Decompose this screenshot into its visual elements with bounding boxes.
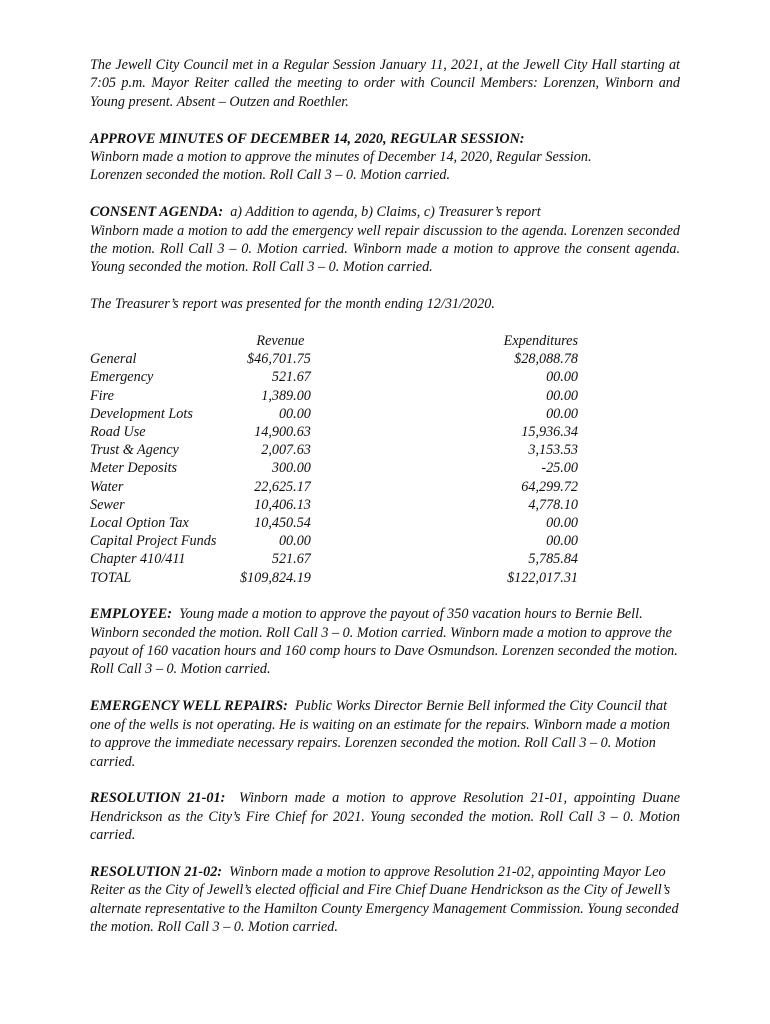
consent-section <box>90 203 680 277</box>
consent-heading-rest: a) Addition to agenda, b) Claims, c) Treasurer’s report <box>230 204 541 221</box>
fund-name: Emergency <box>90 369 154 386</box>
fund-name: Fire <box>90 387 114 404</box>
fund-expenditures: 00.00 <box>546 387 578 404</box>
fund-name: Road Use <box>90 424 146 441</box>
table-row <box>90 550 578 568</box>
minutes-line-2: Lorenzen seconded the motion. Roll Call 3 – 0. Motion carried. <box>90 167 451 184</box>
treasurer-table-header-row <box>90 332 578 350</box>
intro-paragraph: The Jewell City Council met in a Regular Session January 11, 2021, at the Jewell City Hall starting at 7:05 p.m. Mayor Reiter called the meeting to order with Council Members: Lorenzen, Winborn and Young present. Absent – Outzen and Roethler. <box>90 57 680 110</box>
consent-heading-line <box>90 203 680 221</box>
fund-name: Local Option Tax <box>90 515 189 532</box>
fund-expenditures: 15,936.34 <box>521 424 578 441</box>
fund-revenue: 14,900.63 <box>254 424 311 441</box>
employee-body: Young made a motion to approve the payout of 350 vacation hours to Bernie Bell. Winborn seconded the motion. Roll Call 3 – 0. Motion carried. Winborn made a motion to approve the payout of 160 vacation hours and 160 comp hours to Dave Osmundson. Lorenzen seconded the motion. Roll Call 3 – 0. Motion carried. <box>90 606 678 678</box>
fund-expenditures: 00.00 <box>546 405 578 422</box>
revenue-column-header: Revenue <box>256 333 305 350</box>
table-row <box>90 514 578 532</box>
fund-expenditures: $122,017.31 <box>507 569 578 586</box>
well-body: Public Works Director Bernie Bell informed the City Council that one of the wells is not operating. He is waiting on an estimate for the repairs. Winborn made a motion to approve the immediate necessary repairs. Lorenzen seconded the motion. Roll Call 3 – 0. Motion carried. <box>90 698 670 770</box>
fund-revenue: 521.67 <box>271 369 311 386</box>
expenditures-column-header: Expenditures <box>503 333 578 350</box>
employee-heading: EMPLOYEE: <box>90 606 172 623</box>
resolution-21-02-body: Winborn made a motion to approve Resolution 21-02, appointing Mayor Leo Reiter as the City of Jewell’s elected official and Fire Chief Duane Hendrickson as the City of Jewell’s alternate representative to the Hamilton County Emergency Management Commission. Young seconded the motion. Roll Call 3 – 0. Motion carried. <box>90 863 679 936</box>
fund-revenue: $46,701.75 <box>247 351 311 368</box>
fund-name: General <box>90 351 137 368</box>
table-row <box>90 387 578 405</box>
document-page <box>90 56 680 937</box>
fund-expenditures: 4,778.10 <box>528 496 578 513</box>
table-row <box>90 496 578 514</box>
fund-expenditures: -25.00 <box>541 460 578 477</box>
fund-expenditures: 3,153.53 <box>528 442 578 459</box>
table-row <box>90 405 578 423</box>
fund-revenue: $109,824.19 <box>239 569 311 586</box>
fund-name: Sewer <box>90 496 125 513</box>
treasurer-report-table <box>90 332 578 587</box>
table-row <box>90 368 578 386</box>
fund-revenue: 521.67 <box>271 551 311 568</box>
resolution-21-01-body: Winborn made a motion to approve Resolution 21-01, appointing Duane Hendrickson as the City’s Fire Chief for 2021. Young seconded the motion. Roll Call 3 – 0. Motion carried. <box>90 790 681 844</box>
fund-expenditures: 00.00 <box>546 515 578 532</box>
table-row <box>90 459 578 477</box>
table-row <box>90 441 578 459</box>
resolution-21-01-paragraph <box>90 789 680 844</box>
consent-heading: CONSENT AGENDA: <box>90 204 224 221</box>
table-row <box>90 532 578 550</box>
fund-revenue: 2,007.63 <box>261 442 311 459</box>
fund-revenue: 00.00 <box>278 533 311 550</box>
fund-revenue: 1,389.00 <box>261 387 311 404</box>
consent-body: Winborn made a motion to add the emergency well repair discussion to the agenda. Lorenzen seconded the motion. Roll Call 3 – 0. Motion carried. Winborn made a motion to approve the consent agenda. Young seconded the motion. Roll Call 3 – 0. Motion carried. <box>90 222 680 276</box>
fund-revenue: 00.00 <box>278 405 311 422</box>
minutes-section <box>90 130 680 185</box>
well-heading: EMERGENCY WELL REPAIRS: <box>90 698 288 715</box>
treasurer-intro: The Treasurer’s report was presented for the month ending 12/31/2020. <box>90 296 495 313</box>
fund-expenditures: 5,785.84 <box>528 551 578 568</box>
fund-expenditures: 00.00 <box>546 369 578 386</box>
table-row <box>90 478 578 496</box>
fund-revenue: 22,625.17 <box>254 478 311 495</box>
fund-name: Trust & Agency <box>90 442 179 459</box>
fund-name: Chapter 410/411 <box>90 551 186 568</box>
table-row <box>90 350 578 368</box>
treasurer-table-body <box>90 350 578 587</box>
fund-name: Capital Project Funds <box>90 533 217 550</box>
minutes-line-1: Winborn made a motion to approve the minutes of December 14, 2020, Regular Session. <box>90 149 592 166</box>
table-row <box>90 423 578 441</box>
resolution-21-01-heading: RESOLUTION 21-01: <box>90 790 226 807</box>
fund-name: Water <box>90 478 124 495</box>
well-paragraph <box>90 697 680 771</box>
fund-expenditures: 00.00 <box>546 533 578 550</box>
fund-name: Meter Deposits <box>90 460 178 477</box>
fund-expenditures: 64,299.72 <box>521 478 578 495</box>
resolution-21-02-paragraph <box>90 863 680 937</box>
minutes-heading: APPROVE MINUTES OF DECEMBER 14, 2020, REGULAR SESSION: <box>90 130 525 147</box>
fund-revenue: 10,406.13 <box>254 496 311 513</box>
fund-name: Development Lots <box>90 405 193 422</box>
fund-revenue: 300.00 <box>271 460 311 477</box>
fund-name: TOTAL <box>90 569 132 586</box>
fund-expenditures: $28,088.78 <box>514 351 578 368</box>
employee-paragraph <box>90 605 680 679</box>
table-total-row <box>90 569 578 587</box>
resolution-21-02-heading: RESOLUTION 21-02: <box>90 863 223 880</box>
fund-revenue: 10,450.54 <box>254 515 311 532</box>
